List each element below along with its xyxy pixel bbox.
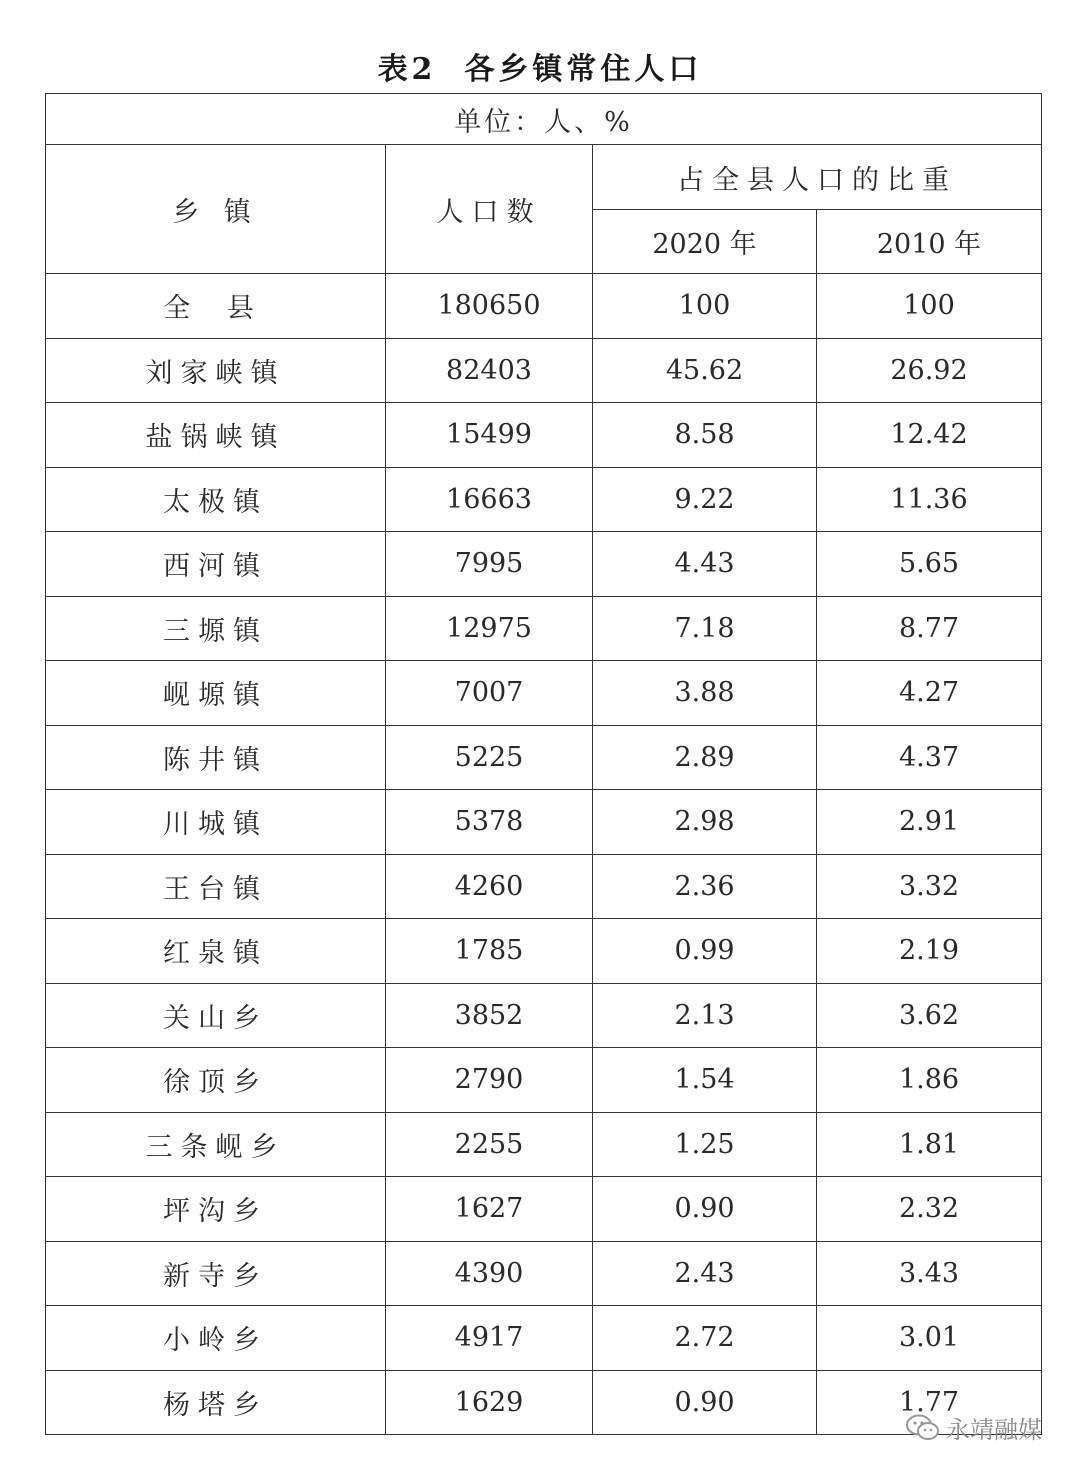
- cell-township: 王台镇: [46, 854, 386, 919]
- cell-population: 4260: [386, 854, 593, 919]
- cell-township: 太极镇: [46, 467, 386, 532]
- cell-population: 4917: [386, 1306, 593, 1371]
- cell-share-2020: 2.72: [593, 1306, 817, 1371]
- table-row: [46, 403, 1042, 468]
- cell-share-2010: 2.32: [817, 1177, 1042, 1242]
- table-row: [46, 596, 1042, 661]
- table-row: [46, 1112, 1042, 1177]
- cell-share-2020: 100: [593, 274, 817, 339]
- table-row: [46, 1370, 1042, 1435]
- cell-population: 1785: [386, 919, 593, 984]
- cell-population: 7995: [386, 532, 593, 597]
- cell-share-2010: 1.77: [817, 1370, 1042, 1435]
- table-row: [46, 1241, 1042, 1306]
- cell-township: 红泉镇: [46, 919, 386, 984]
- cell-share-2020: 2.98: [593, 790, 817, 855]
- cell-township: 陈井镇: [46, 725, 386, 790]
- cell-share-2010: 2.19: [817, 919, 1042, 984]
- table-row: [46, 1177, 1042, 1242]
- cell-share-2010: 3.62: [817, 983, 1042, 1048]
- watermark-text: 永靖融媒: [946, 1416, 1042, 1444]
- cell-township: 杨塔乡: [46, 1370, 386, 1435]
- cell-share-2010: 4.27: [817, 661, 1042, 726]
- cell-share-2020: 0.90: [593, 1370, 817, 1435]
- cell-population: 7007: [386, 661, 593, 726]
- cell-share-2020: 3.88: [593, 661, 817, 726]
- header-row: [46, 145, 1042, 210]
- cell-population: 3852: [386, 983, 593, 1048]
- cell-share-2010: 4.37: [817, 725, 1042, 790]
- cell-township: 关山乡: [46, 983, 386, 1048]
- table-row: [46, 790, 1042, 855]
- table-row: [46, 274, 1042, 339]
- cell-share-2020: 0.99: [593, 919, 817, 984]
- table-row: [46, 983, 1042, 1048]
- table-row: [46, 1306, 1042, 1371]
- cell-township: 岘塬镇: [46, 661, 386, 726]
- population-table: [45, 93, 1042, 1435]
- unit-label: 单位：人、%: [46, 94, 1042, 145]
- header-share-group: 占全县人口的比重: [593, 145, 1042, 210]
- table-row: [46, 919, 1042, 984]
- cell-share-2020: 0.90: [593, 1177, 817, 1242]
- cell-share-2010: 3.32: [817, 854, 1042, 919]
- table-row: [46, 532, 1042, 597]
- cell-share-2010: 2.91: [817, 790, 1042, 855]
- cell-population: 2255: [386, 1112, 593, 1177]
- cell-share-2010: 1.81: [817, 1112, 1042, 1177]
- header-year-2020: 2020 年: [593, 210, 817, 274]
- cell-township: 徐顶乡: [46, 1048, 386, 1113]
- table-title: [0, 44, 1080, 88]
- cell-share-2020: 9.22: [593, 467, 817, 532]
- cell-share-2010: 3.01: [817, 1306, 1042, 1371]
- table-row: [46, 854, 1042, 919]
- cell-share-2010: 8.77: [817, 596, 1042, 661]
- cell-share-2020: 2.89: [593, 725, 817, 790]
- cell-township: 刘家峡镇: [46, 338, 386, 403]
- table-row: [46, 661, 1042, 726]
- cell-population: 4390: [386, 1241, 593, 1306]
- cell-share-2020: 8.58: [593, 403, 817, 468]
- cell-population: 12975: [386, 596, 593, 661]
- table-row: [46, 467, 1042, 532]
- cell-share-2010: 11.36: [817, 467, 1042, 532]
- cell-population: 5378: [386, 790, 593, 855]
- cell-share-2020: 2.36: [593, 854, 817, 919]
- cell-share-2010: 12.42: [817, 403, 1042, 468]
- cell-share-2020: 7.18: [593, 596, 817, 661]
- cell-share-2020: 1.54: [593, 1048, 817, 1113]
- cell-share-2010: 3.43: [817, 1241, 1042, 1306]
- table-number: 表2: [377, 52, 437, 87]
- cell-population: 1629: [386, 1370, 593, 1435]
- cell-share-2020: 2.13: [593, 983, 817, 1048]
- cell-share-2010: 100: [817, 274, 1042, 339]
- cell-township: 西河镇: [46, 532, 386, 597]
- cell-population: 5225: [386, 725, 593, 790]
- cell-share-2010: 26.92: [817, 338, 1042, 403]
- cell-population: 1627: [386, 1177, 593, 1242]
- cell-township: 小岭乡: [46, 1306, 386, 1371]
- table-row: [46, 338, 1042, 403]
- cell-township: 三条岘乡: [46, 1112, 386, 1177]
- table-row: [46, 1048, 1042, 1113]
- cell-population: 16663: [386, 467, 593, 532]
- cell-township: 全 县: [46, 274, 386, 339]
- cell-township: 三塬镇: [46, 596, 386, 661]
- cell-population: 2790: [386, 1048, 593, 1113]
- header-year-2010: 2010 年: [817, 210, 1042, 274]
- cell-share-2020: 45.62: [593, 338, 817, 403]
- table-title-text: 各乡镇常住人口: [464, 52, 703, 87]
- cell-township: 盐锅峡镇: [46, 403, 386, 468]
- wechat-icon: [906, 1414, 940, 1442]
- cell-township: 川城镇: [46, 790, 386, 855]
- watermark: [906, 1410, 1042, 1445]
- cell-population: 180650: [386, 274, 593, 339]
- cell-share-2010: 1.86: [817, 1048, 1042, 1113]
- cell-population: 15499: [386, 403, 593, 468]
- cell-share-2020: 1.25: [593, 1112, 817, 1177]
- header-township: 乡 镇: [46, 145, 386, 274]
- cell-township: 新寺乡: [46, 1241, 386, 1306]
- unit-row: [46, 94, 1042, 145]
- cell-population: 82403: [386, 338, 593, 403]
- header-population: 人口数: [386, 145, 593, 274]
- table-row: [46, 725, 1042, 790]
- cell-share-2020: 4.43: [593, 532, 817, 597]
- cell-township: 坪沟乡: [46, 1177, 386, 1242]
- cell-share-2020: 2.43: [593, 1241, 817, 1306]
- cell-share-2010: 5.65: [817, 532, 1042, 597]
